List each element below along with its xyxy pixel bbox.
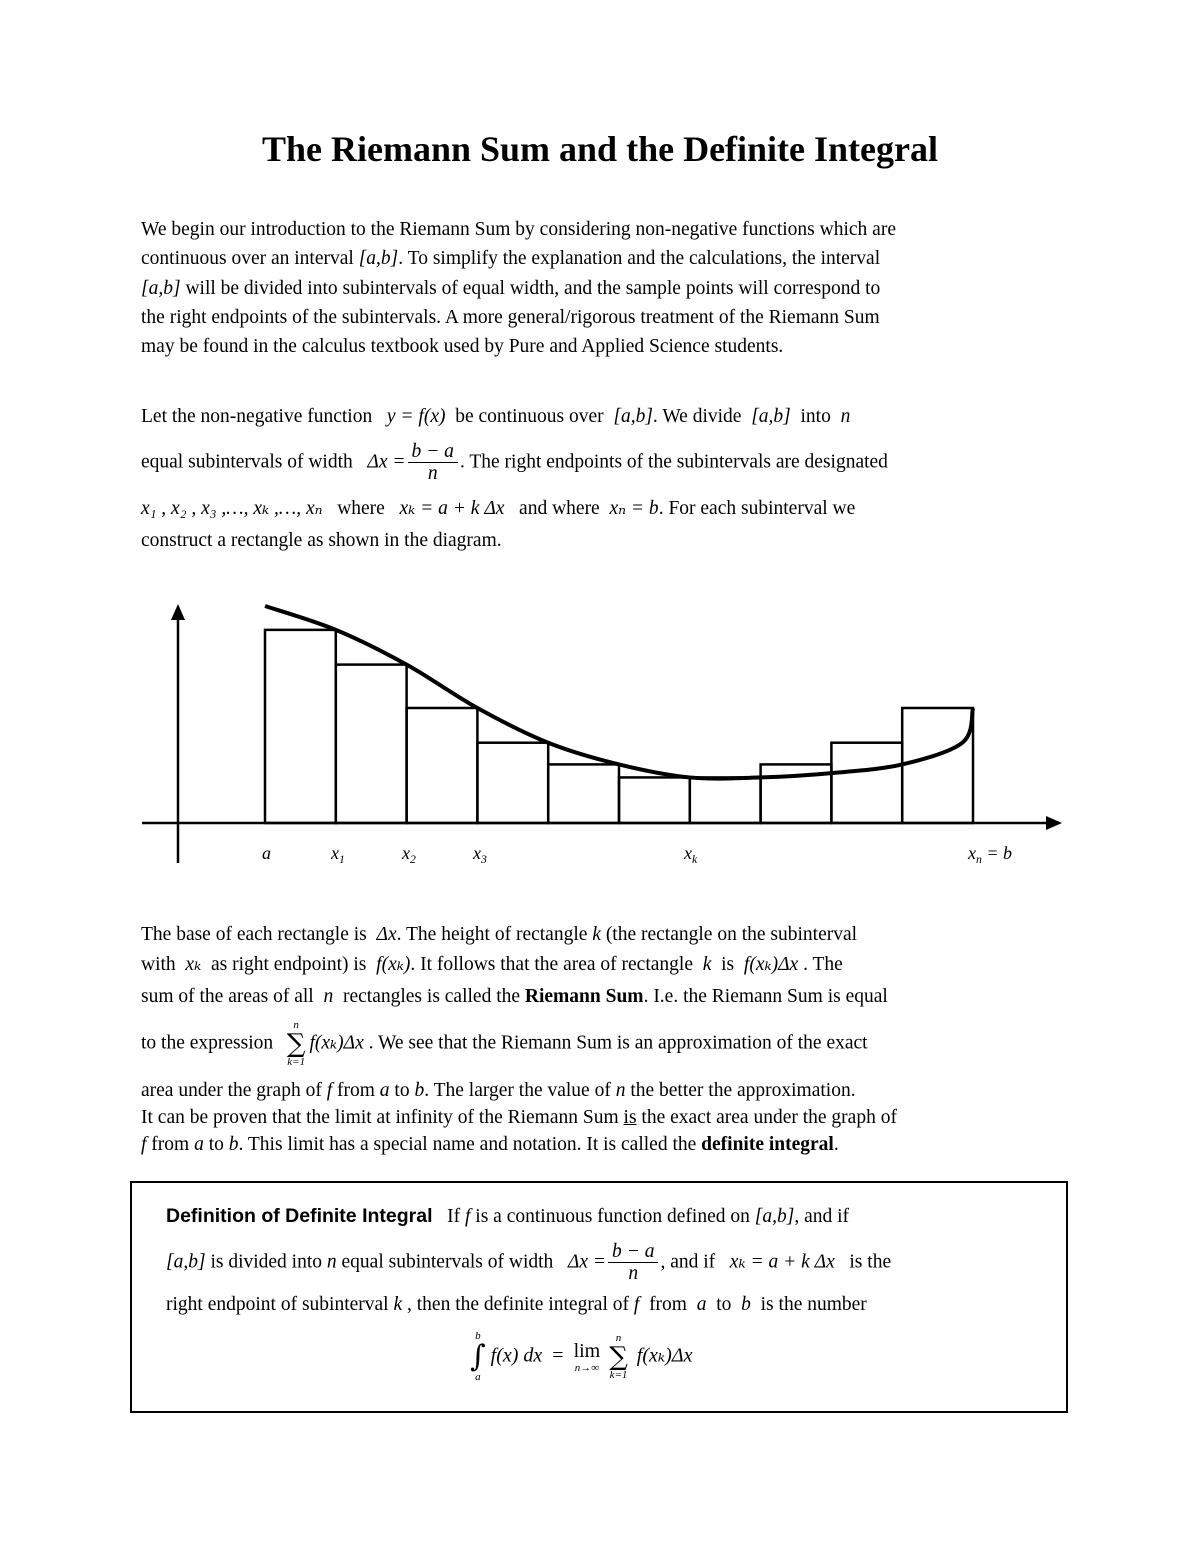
setup-line-3: x₁ , x₂ , x₃ ,…, xₖ ,…, xₙ where xₖ = a + k Δx and where xₙ = b. For each subinterval we: [141, 498, 856, 519]
definition-summation-symbol: n ∑ k=1: [609, 1332, 628, 1381]
setup-line-1: Let the non-negative function y = f(x) be continuous over [a,b]. We divide [a,b] into n: [141, 406, 851, 427]
definition-line-1: Definition of Definite Integral If f is a continuous function defined on [a,b], and if: [166, 1205, 850, 1227]
intro-line-4: the right endpoints of the subintervals. A more general/rigorous treatment of the Riemann Sum: [141, 306, 880, 328]
riemann-sum-diagram: [0, 580, 1200, 880]
riemann-rectangle: [831, 743, 902, 823]
riemann-rectangle: [902, 708, 973, 823]
width-fraction: $\frac{b - a}{n}$: [408, 441, 458, 485]
body-line-7: f from a to b. This limit has a special name and notation. It is called the definite integral.: [141, 1134, 839, 1155]
riemann-rectangle: [477, 743, 548, 823]
setup-line-4: construct a rectangle as shown in the diagram.: [141, 530, 502, 551]
definite-integral-formula: b ∫ a f(x) dx = lim n→∞ n ∑ k=1 f(xₖ)Δx: [470, 1330, 693, 1383]
setup-line-2: equal subintervals of width Δx = $\frac{b - a}{n}$ . The right endpoints of the subintervals are designated: [141, 441, 888, 485]
definition-box: [130, 1181, 1068, 1413]
definition-line-3: right endpoint of subinterval k , then the definite integral of f from a to b is the number: [166, 1294, 867, 1315]
page-title: The Riemann Sum and the Definite Integral: [261, 129, 939, 169]
intro-line-5: may be found in the calculus textbook used by Pure and Applied Science students.: [141, 336, 784, 357]
definition-width-fraction: $\frac{b - a}{n}$: [608, 1241, 658, 1285]
intro-line-2: continuous over an interval [a,b]. To simplify the explanation and the calculations, the interval: [141, 248, 881, 270]
label-x3: $x_3$: [473, 843, 487, 867]
function-curve: [265, 606, 973, 779]
limit-operator: lim n→∞: [573, 1339, 601, 1374]
label-a: a: [262, 843, 271, 863]
intro-line-3: [a,b] will be divided into subintervals of equal width, and the sample points will correspond to: [141, 277, 881, 299]
riemann-rectangle: [548, 764, 619, 823]
riemann-rectangle: [619, 777, 690, 823]
definition-title: Definition of Definite Integral: [166, 1205, 433, 1227]
label-xk: $x_k$: [684, 843, 698, 867]
y-axis-arrow: [171, 604, 185, 620]
body-line-4: to the expression n ∑ k=1 f(xₖ)Δx . We see that the Riemann Sum is an approximation of the exact: [141, 1019, 868, 1068]
intro-paragraph: [141, 215, 1061, 361]
body-line-2: with xₖ as right endpoint) is f(xₖ). It follows that the area of rectangle k is f(xₖ)Δx . The: [141, 954, 843, 975]
body-line-1: The base of each rectangle is Δx. The height of rectangle k (the rectangle on the subinterval: [141, 924, 858, 945]
x-axis-arrow: [1046, 816, 1062, 830]
label-x2: $x_2$: [402, 843, 416, 867]
riemann-rectangle: [690, 777, 761, 823]
label-xn-equals-b: $x_n = b$: [968, 843, 1012, 867]
body-line-3: sum of the areas of all n rectangles is called the Riemann Sum. I.e. the Riemann Sum is equal: [141, 986, 888, 1007]
definition-line-2: [a,b] is divided into n equal subintervals of width Δx = $\frac{b - a}{n}$ , and if xₖ = a + k Δx is the: [166, 1241, 892, 1285]
riemann-rectangle: [265, 630, 336, 823]
label-x1: $x_1$: [331, 843, 345, 867]
riemann-rectangle: [407, 708, 478, 823]
intro-line-1: We begin our introduction to the Riemann Sum by considering non-negative functions which are: [141, 219, 896, 240]
summation-symbol: n ∑ k=1: [286, 1019, 306, 1068]
body-line-6: It can be proven that the limit at infinity of the Riemann Sum is the exact area under the graph of: [141, 1107, 897, 1128]
body-line-5: area under the graph of f from a to b. The larger the value of n the better the approximation.: [141, 1080, 856, 1101]
integral-symbol: b ∫ a: [470, 1330, 486, 1383]
riemann-rectangle: [336, 665, 407, 823]
